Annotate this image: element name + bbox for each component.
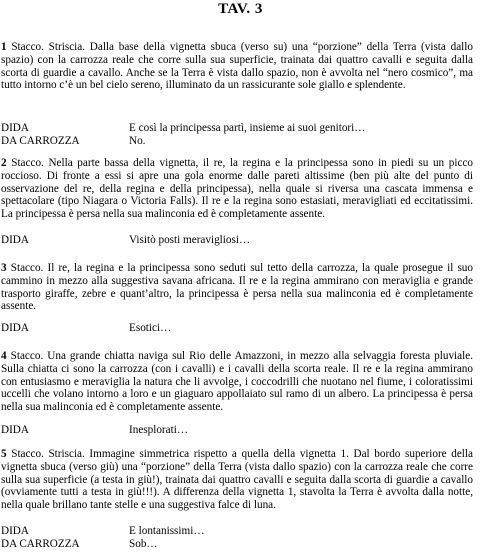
section-text: Stacco. Striscia. Immagine simmetrica rispetto a quella della vignetta 1. Dal bordo superiore della vignetta sbuca (verso giù) una “porzione” della Terra (vista dallo spazio) con la carrozza reale che corre sulla sua superficie (a testa in giù!), trainata dai quattro cavalli e seguita dalla scorta di guardie a cavallo (ovviamente tutti a testa in giù!!!). A differenza della vignetta 1, stavolta la Terra è avvolta dalla notte, nella quale brillano tante stelle e una suggestiva falce di luna. [1,448,473,512]
section-number: 5 [1,448,7,460]
speaker-label: DA CARROZZA [1,538,80,550]
caption-label: DIDA [1,424,29,436]
section-4-paragraph [1,350,473,414]
section-number: 1 [1,41,7,53]
section-5-paragraph [1,448,473,512]
dialogue-line [1,135,471,148]
caption-line [1,122,471,135]
section-text: Stacco. Una grande chiatta naviga sul Rio delle Amazzoni, in mezzo alla selvaggia foresta pluviale. Sulla chiatta ci sono la carrozza (con i cavalli) e i cavalli della scorta reale. Il re e la regina ammirano con entusiasmo e meraviglia la natura che li avvolge, i coccodrilli che nuotano nel fiume, i coloratissimi uccelli che volano intorno a loro e un giaguaro appollaiato sul ramo di un albero. La principessa è persa nella sua malinconia ed è completamente assente. [1,350,473,414]
caption-line [1,424,471,437]
caption-text: Inesplorati… [129,424,189,436]
caption-label: DIDA [1,525,29,537]
dialogue-text: No. [129,135,146,147]
caption-text: E così la principessa partì, insieme ai suoi genitori… [129,122,366,134]
caption-text: Visitò posti meravigliosi… [129,234,251,246]
section-text: Stacco. Nella parte bassa della vignetta, il re, la regina e la principessa sono in piedi su un picco roccioso. Di fronte a essi si apre una gola enorme dalle pareti altissime (ben più alte del punto di osservazione del re, della regina e della principessa), nella quale si riversa una cascata immensa e spettacolare (tipo Niagara o Victoria Falls). Il re e la regina sono estasiati, meravigliati ed eccitatissimi. La principessa è persa nella sua malinconia ed è completamente assente. [1,157,473,221]
section-1-paragraph [1,41,473,92]
section-number: 3 [1,262,7,274]
caption-text: Esotici… [129,322,172,334]
dialogue-text: Sob… [129,538,158,550]
caption-label: DIDA [1,322,29,334]
caption-line [1,234,471,247]
section-text: Stacco. Striscia. Dalla base della vignetta sbuca (verso su) una “porzione” della Terra (vista dallo spazio) con la carrozza reale che corre sulla sua superficie, trainata dai quattro cavalli e seguita dalla scorta di guardie a cavallo. Anche se la Terra è vista dallo spazio, non è avvolta nel “nero cosmico”, ma tutto intorno c’è un bel cielo sereno, illuminato da un rassicurante sole giallo e splendente. [1,41,473,92]
section-text: Stacco. Il re, la regina e la principessa sono seduti sul tetto della carrozza, la quale prosegue il suo cammino in mezzo alla suggestiva savana africana. Il re e la regina ammirano con meraviglia e grande trasporto giraffe, zebre e quant’altro, la principessa è persa nella sua malinconia ed è completamente assente. [1,262,473,313]
section-3-paragraph [1,262,473,313]
caption-text: E lontanissimi… [129,525,205,537]
page-title: TAV. 3 [218,1,263,17]
section-2-paragraph [1,157,473,221]
speaker-label: DA CARROZZA [1,135,80,147]
caption-line [1,322,471,335]
section-number: 4 [1,350,7,362]
dialogue-line [1,538,471,551]
caption-label: DIDA [1,234,29,246]
section-number: 2 [1,157,7,169]
caption-line [1,525,471,538]
caption-label: DIDA [1,122,29,134]
